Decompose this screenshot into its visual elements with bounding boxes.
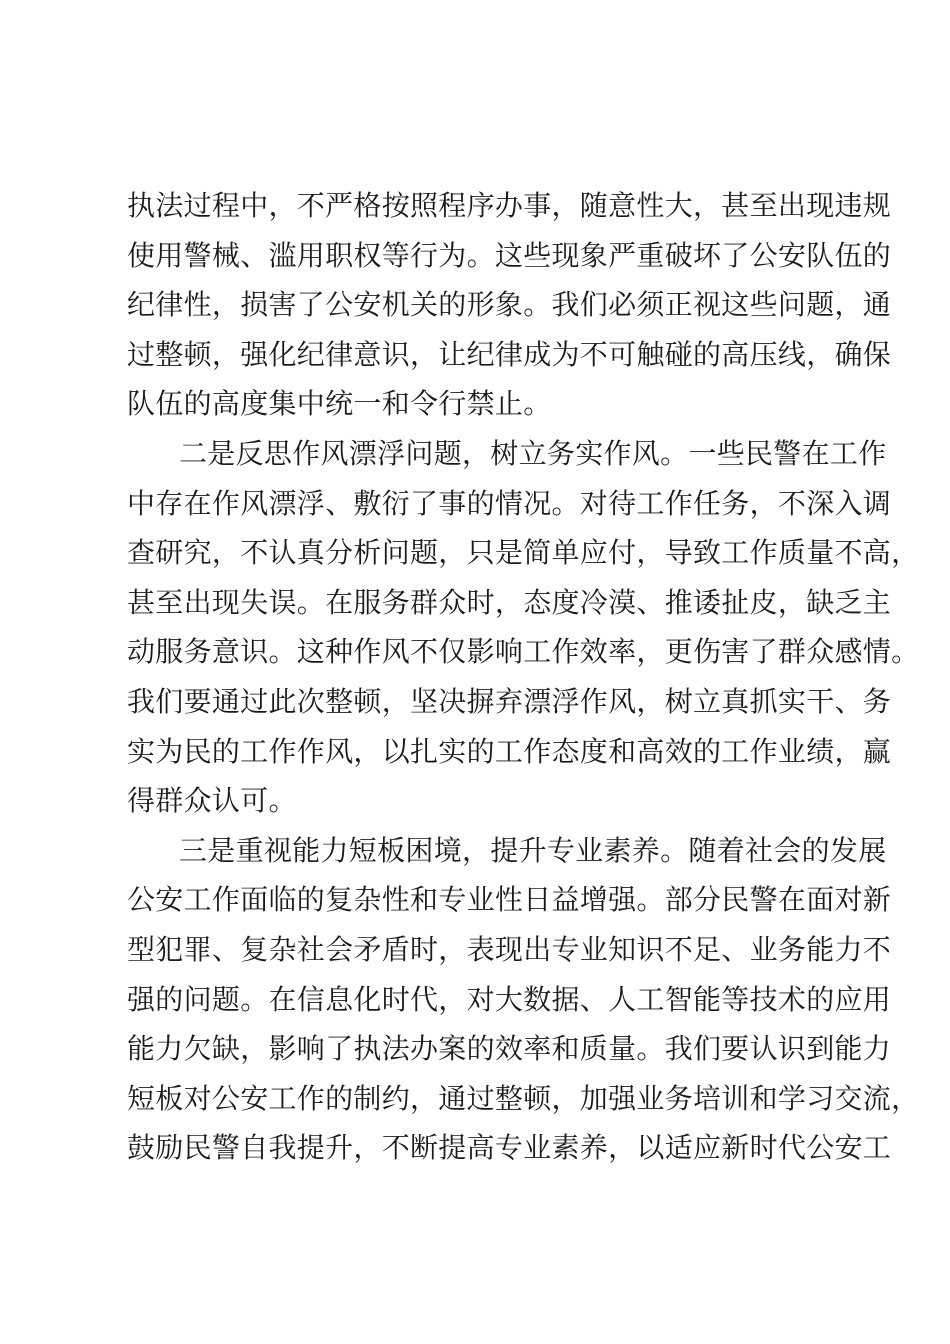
- text-line: 能力欠缺，影响了执法办案的效率和质量。我们要认识到能力: [127, 1032, 892, 1066]
- paragraph-3: [127, 826, 920, 1173]
- text-line: 实为民的工作作风，以扎实的工作态度和高效的工作业绩，赢: [127, 734, 892, 768]
- text-line: 甚至出现失误。在服务群众时，态度冷漠、推诿扯皮，缺乏主: [127, 585, 892, 619]
- text-line: 短板对公安工作的制约，通过整顿，加强业务培训和学习交流，: [127, 1081, 920, 1115]
- text-line: 公安工作面临的复杂性和专业性日益增强。部分民警在面对新: [127, 883, 892, 917]
- text-line: 中存在作风漂浮、敷衍了事的情况。对待工作任务，不深入调: [127, 486, 892, 520]
- paragraph-2: [127, 429, 920, 826]
- text-line: 执法过程中，不严格按照程序办事，随意性大，甚至出现违规: [127, 189, 892, 222]
- text-line: 纪律性，损害了公安机关的形象。我们必须正视这些问题，通: [127, 288, 892, 322]
- paragraph-1: [127, 181, 892, 429]
- text-line: 三是重视能力短板困境，提升专业素养。随着社会的发展: [179, 833, 887, 867]
- text-line: 使用警械、滥用职权等行为。这些现象严重破坏了公安队伍的: [127, 238, 892, 272]
- text-line: 鼓励民警自我提升，不断提高专业素养，以适应新时代公安工: [127, 1131, 892, 1165]
- text-line: 强的问题。在信息化时代，对大数据、人工智能等技术的应用: [127, 982, 892, 1016]
- text-line: 过整顿，强化纪律意识，让纪律成为不可触碰的高压线，确保: [127, 337, 892, 371]
- text-line: 我们要通过此次整顿，坚决摒弃漂浮作风，树立真抓实干、务: [127, 684, 892, 718]
- text-line: 查研究，不认真分析问题，只是简单应付，导致工作质量不高，: [127, 536, 920, 570]
- body-text: [127, 181, 920, 1173]
- text-line: 动服务意识。这种作风不仅影响工作效率，更伤害了群众感情。: [127, 635, 920, 669]
- text-line: 型犯罪、复杂社会矛盾时，表现出专业知识不足、业务能力不: [127, 932, 892, 966]
- text-line: 得群众认可。: [127, 784, 297, 818]
- text-line: 队伍的高度集中统一和令行禁止。: [127, 387, 552, 421]
- text-line: 二是反思作风漂浮问题，树立务实作风。一些民警在工作: [179, 436, 887, 470]
